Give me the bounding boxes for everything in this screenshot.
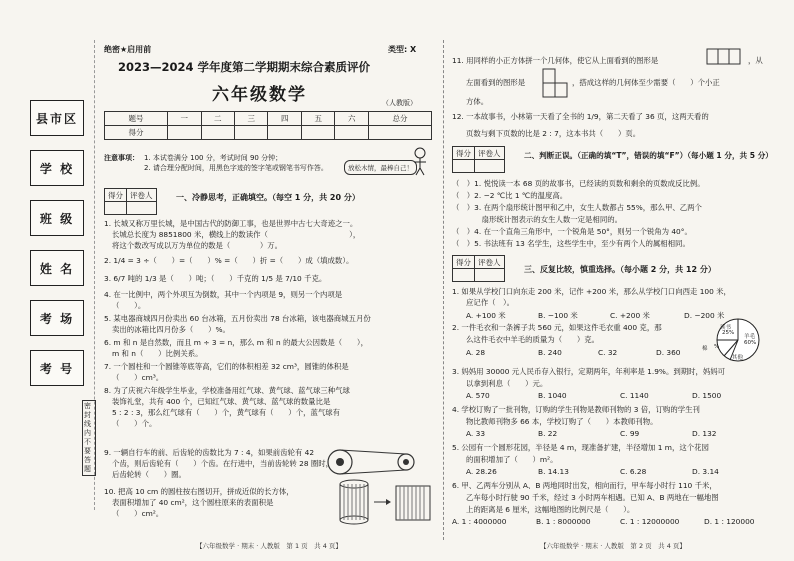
choice-6-option-d[interactable]: D. 1 : 120000: [704, 517, 755, 526]
grader-name-cell[interactable]: [475, 269, 505, 282]
grader-box-3: [452, 255, 505, 282]
grader-name-cell[interactable]: [475, 160, 505, 173]
question-11-line2: 左面看到的图形是: [466, 78, 526, 87]
question-6: 6. m 和 n 是自然数，而且 m ÷ 3 = n，那么 m 和 n 的最大公因数是（ ），: [104, 338, 369, 347]
footer-page-1: 【六年级数学 · 期末 · 人教版 第 1 页 共 4 页】: [196, 542, 342, 550]
field-name[interactable]: 姓 名: [30, 250, 84, 286]
question-4: 4. 在一比例中，两个外项互为倒数，其中一个内项是 9，则另一个内项是: [104, 290, 343, 299]
choice-4-line2: 物比教师刊物多 66 本，学校订购了（ ）本教师刊物。: [466, 417, 658, 426]
choice-5-option-c[interactable]: C. 6.28: [620, 467, 647, 476]
choice-2-option-c[interactable]: C. 32: [598, 348, 618, 357]
score-row-label: 得分: [105, 126, 168, 140]
question-1-line3: 将这个数改写成以万为单位的数是（ ）万。: [112, 241, 282, 250]
type-label: 类型: X: [388, 45, 417, 54]
field-school[interactable]: 学 校: [30, 150, 84, 186]
question-11-line4: 方体。: [466, 97, 489, 106]
choice-3-line2: 以拿到利息（ ）元。: [466, 379, 548, 388]
question-1-line2: 长城总长度为 8851800 米，横线上的数读作（ ），: [112, 230, 361, 239]
judge-item-1[interactable]: （ ）1. 悦悦读一本 68 页的故事书，已经读的页数和剩余的页数成反比例。: [452, 179, 705, 188]
choice-1-option-a[interactable]: A. +100 米: [466, 311, 506, 320]
question-12: 12. 一本故事书，小林第一天看了全书的 1/9，第二天看了 36 页，这两天看的: [452, 112, 709, 121]
notes-line1: 1. 本试卷满分 100 分，考试时间 90 分钟；: [144, 154, 283, 162]
choice-2-option-b[interactable]: B. 240: [538, 348, 562, 357]
grader-label: 评卷人: [475, 256, 505, 269]
pie-label: 羊毛: [744, 334, 756, 340]
edition-label: （人教版）: [382, 99, 417, 107]
score-header: 六: [335, 112, 368, 126]
choice-2-option-d[interactable]: D. 360: [656, 348, 681, 357]
bicycle-gears-figure: [318, 448, 428, 480]
question-12-line2: 页数与剩下页数的比是 2 : 7，这本书共（ ）页。: [466, 129, 641, 138]
choice-3: 3. 妈妈用 30000 元人民币存入银行，定期两年，年利率是 1.9%。到期时，妈妈可: [452, 367, 726, 376]
section2-title: 二、判断正误。（正确的填“T”，错误的填“F”）（每小题 1 分，共 5 分）: [524, 151, 773, 160]
field-exam-number[interactable]: 考 号: [30, 350, 84, 386]
grader-score-label: 得分: [453, 256, 475, 269]
judge-item-5[interactable]: （ ）5. 书法班有 13 名学生，这些学生中，至少有两个人的属相相同。: [452, 239, 690, 248]
choice-2: 2. 一件毛衣和一条裤子共 560 元，如果这件毛衣重 400 克，那: [452, 323, 662, 332]
section1-title: 一、冷静思考，正确填空。（每空 1 分，共 20 分）: [176, 193, 360, 202]
question-5-line2: 卖出的冰箱比四月份多（ ）%。: [112, 325, 230, 334]
page-divider: [443, 40, 444, 540]
score-header: 总分: [368, 112, 431, 126]
question-8-line3: 5 : 2 : 3，那么红气球有（ ）个，黄气球有（ ）个，蓝气球有: [112, 408, 341, 417]
grader-score-cell[interactable]: [105, 202, 127, 215]
question-11-line3: ，搭成这样的几何体至少需要（ ）个小正: [572, 78, 720, 87]
score-cell[interactable]: [268, 126, 301, 140]
grader-score-label: 得分: [453, 147, 475, 160]
choice-1-line2: 应记作（ ）。: [466, 298, 515, 307]
cylinder-cut-figure: [336, 478, 436, 530]
cartoon-kid-icon: [410, 146, 430, 180]
notes-label: 注意事项：: [104, 154, 139, 162]
choice-1-option-b[interactable]: B. −100 米: [538, 311, 578, 320]
question-5: 5. 某电器商城四月份卖出 60 台冰箱，五月份卖出 78 台冰箱，该电器商城五月份: [104, 314, 371, 323]
question-6-line2: m 和 n（ ）比例关系。: [112, 349, 203, 358]
choice-6-line2: 乙车每小时行驶 90 千米，经过 3 小时两车相遇。已知 A、B 两地在一幅地图: [466, 493, 719, 502]
choice-3-option-b[interactable]: B. 1040: [538, 391, 567, 400]
score-header: 一: [168, 112, 201, 126]
question-7: 7. 一个圆柱和一个圆锥等底等高，它们的体积相差 32 cm³，圆锥的体积是: [104, 362, 349, 371]
question-11-part2: ，从: [748, 56, 763, 65]
grader-box-1: [104, 188, 157, 215]
judge-item-3[interactable]: （ ）3. 在两个扇形统计图甲和乙中，女生人数都占 55%，那么甲、乙两个: [452, 203, 702, 212]
question-10-line3: （ ）cm²。: [112, 509, 164, 518]
question-7-line2: （ ）cm³。: [112, 373, 164, 382]
choice-6-option-c[interactable]: C. 1 : 12000000: [620, 517, 680, 526]
score-cell[interactable]: [301, 126, 334, 140]
choice-6-option-a[interactable]: A. 1 : 4000000: [452, 517, 507, 526]
score-header: 题号: [105, 112, 168, 126]
choice-6: 6. 甲、乙两车分别从 A、B 两地同时出发，相向而行，甲车每小时行 110 千米，: [452, 481, 717, 490]
grader-score-label: 得分: [105, 189, 127, 202]
judge-item-4[interactable]: （ ）4. 在一个直角三角形中，一个锐角是 50°，则另一个锐角为 40°。: [452, 227, 692, 236]
choice-1-option-d[interactable]: D. −200 米: [684, 311, 725, 320]
score-header: 五: [301, 112, 334, 126]
subject-title: 六年级数学: [212, 85, 307, 105]
choice-2-line2: 么这件毛衣中羊毛的质量为（ ）克。: [466, 335, 600, 344]
choice-1-option-c[interactable]: C. +200 米: [610, 311, 650, 320]
field-room[interactable]: 考 场: [30, 300, 84, 336]
question-8-line4: （ ）个。: [112, 419, 157, 428]
score-table: [104, 111, 432, 140]
score-cell[interactable]: [201, 126, 234, 140]
question-4-line2: （ ）。: [112, 301, 146, 310]
score-cell[interactable]: [235, 126, 268, 140]
choice-1: 1. 如果从学校门口向东走 200 米，记作 +200 米，那么从学校门口向西走 100 米，: [452, 287, 731, 296]
choice-4-option-c[interactable]: C. 99: [620, 429, 640, 438]
pie-label: 读书: [720, 325, 732, 331]
score-cell[interactable]: [335, 126, 368, 140]
secret-mark: 绝密★启用前: [104, 45, 152, 54]
choice-5-option-b[interactable]: B. 14.13: [538, 467, 569, 476]
grader-box-2: [452, 146, 505, 173]
score-header: 三: [235, 112, 268, 126]
question-3: 3. 6/7 吨的 1/3 是（ ）吨；（ ）千克的 1/5 是 7/10 千克。: [104, 274, 327, 283]
slogan-bubble: 放松木情，最棒自己！: [344, 160, 417, 175]
seal-line-note: 密封线内不要答题: [82, 400, 96, 476]
judge-item-3-cont: 扇形统计图表示的女生人数一定是相同的。: [452, 215, 622, 224]
choice-4: 4. 学校订购了一批刊物，订购的学生刊物是教师刊物的 3 倍，订购的学生刊: [452, 405, 700, 414]
footer-page-2: 【六年级数学 · 期末 · 人教版 第 2 页 共 4 页】: [540, 542, 686, 550]
choice-2-option-a[interactable]: A. 28: [466, 348, 486, 357]
section3-title: 三、反复比较，慎重选择。（每小题 2 分，共 12 分）: [524, 265, 716, 274]
choice-6-line3: 上的距离是 6 厘米，这幅地图的比例尺是（ ）。: [466, 505, 635, 514]
pie-label: 60%: [744, 340, 757, 346]
pie-label: 其他: [732, 355, 744, 361]
score-header: 二: [201, 112, 234, 126]
notes-line2: 2. 请合理分配时间，用黑色字迹的签字笔或钢笔书写作答。: [144, 164, 328, 172]
grader-score-cell[interactable]: [453, 160, 475, 173]
pie-label: 25%: [722, 330, 735, 336]
question-9-line3: 后齿轮转（ ）圈。: [112, 470, 186, 479]
choice-4-option-a[interactable]: A. 33: [466, 429, 486, 438]
choice-6-option-b[interactable]: B. 1 : 8000000: [536, 517, 591, 526]
grader-label: 评卷人: [475, 147, 505, 160]
pie-label: %: [714, 344, 720, 350]
grader-name-cell[interactable]: [127, 202, 157, 215]
left-view-figure: [542, 68, 568, 102]
grader-label: 评卷人: [127, 189, 157, 202]
question-9-line2: 个齿，则后齿轮有（ ）个齿。在行进中，当前齿轮转 28 圈时，: [112, 459, 334, 468]
choice-5: 5. 公园有一个圆形花园，半径是 4 m，现准备扩建，半径增加 1 m，这个花园: [452, 443, 709, 452]
exam-title: 2023—2024 学年度第二学期期末综合素质评价: [118, 60, 371, 74]
field-county[interactable]: 县市区: [30, 100, 84, 136]
question-10-line2: 表面积增加了 40 cm²，这个圆柱原来的表面积是: [112, 498, 274, 507]
grader-score-cell[interactable]: [453, 269, 475, 282]
score-cell[interactable]: [168, 126, 201, 140]
question-9: 9. 一辆自行车的前、后齿轮的齿数比为 7 : 4，如果前齿轮有 42: [104, 448, 315, 457]
judge-item-2[interactable]: （ ）2. −2 ℃比 1 ℃的温度高。: [452, 191, 568, 200]
material-pie-figure: [692, 316, 762, 366]
score-header: 四: [268, 112, 301, 126]
score-cell[interactable]: [368, 126, 431, 140]
choice-5-option-a[interactable]: A. 28.26: [466, 467, 497, 476]
choice-3-option-a[interactable]: A. 570: [466, 391, 490, 400]
top-view-figure: [706, 48, 742, 70]
question-8: 8. 为了庆祝六年级学生毕业，学校准备用红气球、黄气球、蓝气球三种气球: [104, 386, 350, 395]
choice-3-option-c[interactable]: C. 1140: [620, 391, 649, 400]
question-2: 2. 1/4 = 3 ÷（ ）=（ ）% =（ ）折 =（ ）成（填成数）。: [104, 256, 354, 265]
choice-5-line2: 的面积增加了（ ）m²。: [466, 455, 558, 464]
question-10: 10. 把高 10 cm 的圆柱按右图切开，拼成近似的长方体，: [104, 487, 294, 496]
question-11: 11. 用同样的小正方体拼一个几何体，使它从上面看到的图形是: [452, 56, 659, 65]
choice-3-option-d[interactable]: D. 1500: [692, 391, 722, 400]
choice-5-option-d[interactable]: D. 3.14: [692, 467, 719, 476]
question-1: 1. 长城又称万里长城，是中国古代的防御工事，也是世界中古七大奇迹之一。: [104, 219, 358, 228]
question-8-line2: 装饰礼堂，共有 400 个，已知红气球、黄气球、蓝气球的数量比是: [112, 397, 331, 406]
choice-4-option-d[interactable]: D. 132: [692, 429, 717, 438]
choice-4-option-b[interactable]: B. 22: [538, 429, 558, 438]
pie-label: 棉: [702, 346, 708, 352]
field-class[interactable]: 班 级: [30, 200, 84, 236]
